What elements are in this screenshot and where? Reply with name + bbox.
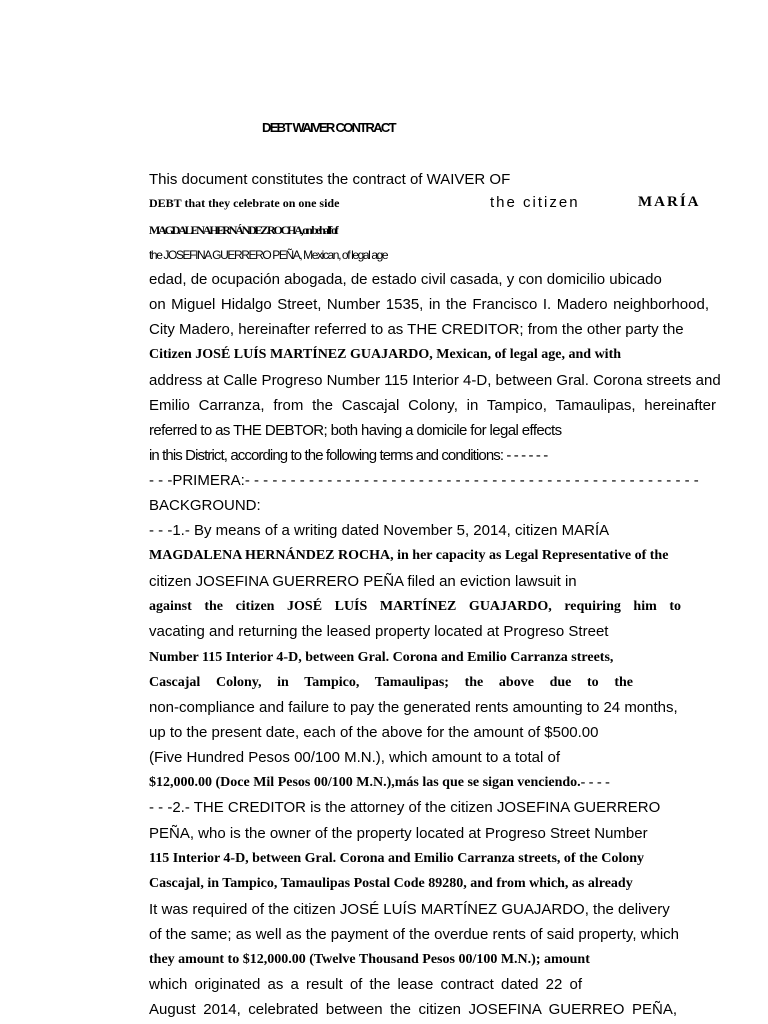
text-line: (Five Hundred Pesos 00/100 M.N.), which amount to a total of [149, 749, 561, 766]
text-line: up to the present date, each of the above for the amount of $500.00 [149, 724, 599, 741]
text-line: edad, de ocupación abogada, de estado civil casada, y con domicilio ubicado [149, 271, 662, 288]
text-line: Emilio Carranza, from the Cascajal Colony, in Tampico, Tamaulipas, hereinafter [149, 397, 716, 414]
text-line: citizen JOSEFINA GUERRERO PEÑA filed an eviction lawsuit in [149, 573, 577, 590]
text-line: referred to as THE DEBTOR; both having a domicile for legal effects [149, 422, 562, 439]
text-line: in this District, according to the following terms and conditions: - - - - - - [149, 447, 548, 464]
section-heading-primera: - - -PRIMERA:- - - - - - - - - - - - - - - - - - - - - - - - - - - - - - - - - - - - - - - - - - - - - - - - - - [149, 472, 699, 489]
text-line: non-compliance and failure to pay the generated rents amounting to 24 months, [149, 699, 678, 716]
text-line: vacating and returning the leased property located at Progreso Street [149, 623, 609, 640]
text-line: $12,000.00 (Doce Mil Pesos 00/100 M.N.),más las que se sigan venciendo.- - - - [149, 775, 610, 790]
inline-citizen-text: the citizen [490, 194, 580, 211]
text-line: on Miguel Hidalgo Street, Number 1535, in the Francisco I. Madero neighborhood, [149, 296, 709, 313]
section-heading-background: BACKGROUND: [149, 497, 261, 514]
text-line: address at Calle Progreso Number 115 Interior 4-D, between Gral. Corona streets and [149, 372, 721, 389]
text-line: It was required of the citizen JOSÉ LUÍS MARTÍNEZ GUAJARDO, the delivery [149, 901, 670, 918]
text-line: PEÑA, who is the owner of the property located at Progreso Street Number [149, 825, 648, 842]
text-line: Cascajal Colony, in Tampico, Tamaulipas; the above due to the [149, 675, 633, 690]
text-line: - - -1.- By means of a writing dated November 5, 2014, citizen MARÍA [149, 522, 610, 539]
inline-maria-text: MARÍA [638, 194, 701, 210]
text-line: This document constitutes the contract of WAIVER OF [149, 171, 511, 188]
text-line: 115 Interior 4-D, between Gral. Corona and Emilio Carranza streets, of the Colony [149, 851, 645, 866]
text-line: Number 115 Interior 4-D, between Gral. Corona and Emilio Carranza streets, [149, 650, 614, 665]
text-line: - - -2.- THE CREDITOR is the attorney of the citizen JOSEFINA GUERRERO [149, 799, 661, 816]
text-line: the JOSEFINA GUERRERO PEÑA, Mexican, of legal age [149, 248, 388, 262]
document-title: DEBT WAIVER CONTRACT [262, 120, 395, 135]
text-line: they amount to $12,000.00 (Twelve Thousand Pesos 00/100 M.N.); amount [149, 952, 590, 967]
text-line: DEBT that they celebrate on one side [149, 196, 340, 210]
text-line: against the citizen JOSÉ LUÍS MARTÍNEZ GUAJARDO, requiring him to [149, 599, 681, 614]
text-line: Cascajal, in Tampico, Tamaulipas Postal Code 89280, and from which, as already [149, 876, 633, 891]
text-line: MAGDALENA HERNÁNDEZ ROCHA, in her capacity as Legal Representative of the [149, 548, 669, 563]
text-line: City Madero, hereinafter referred to as THE CREDITOR; from the other party the [149, 321, 684, 338]
text-line: MAGDALENA HERNÁNDEZ ROCHA, on behalf of [149, 223, 337, 237]
text-line: Citizen JOSÉ LUÍS MARTÍNEZ GUAJARDO, Mexican, of legal age, and with [149, 347, 622, 362]
text-line: which originated as a result of the lease contract dated 22 of [149, 976, 582, 993]
text-line: August 2014, celebrated between the citizen JOSEFINA GUERREO PEÑA, [149, 1001, 677, 1018]
text-line: of the same; as well as the payment of the overdue rents of said property, which [149, 926, 680, 943]
